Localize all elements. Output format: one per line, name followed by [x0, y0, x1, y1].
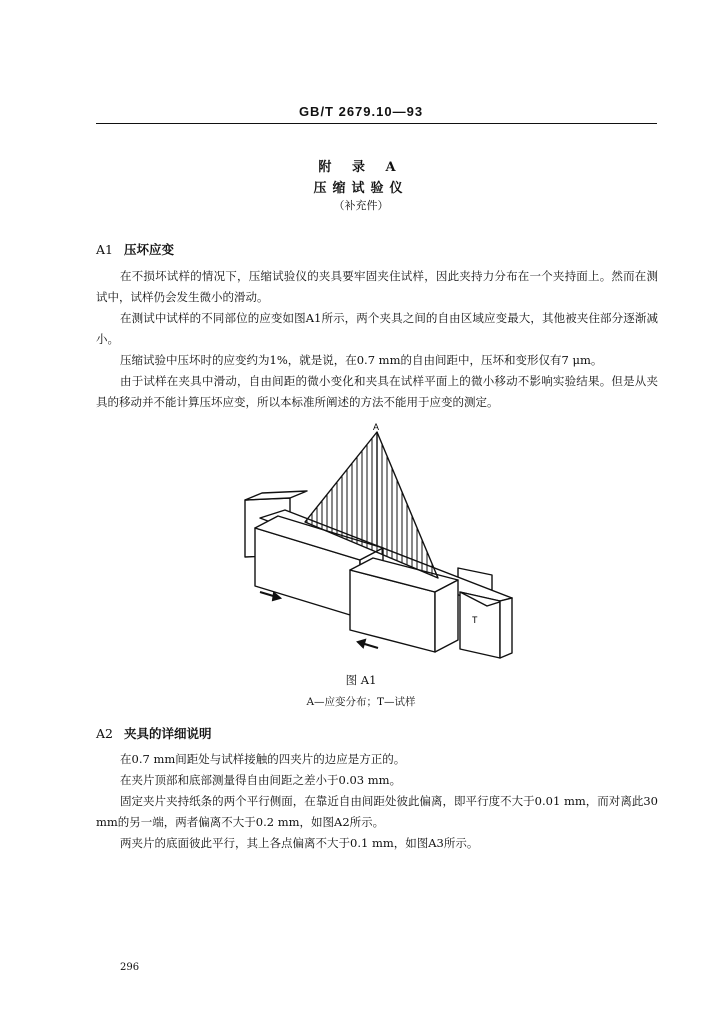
- paragraph: 两夹片的底面彼此平行，其上各点偏离不大于0.1 mm，如图A3所示。: [120, 836, 479, 850]
- paragraph: 压缩试验中压坏时的应变约为1%，就是说，在0.7 mm的自由间距中，压坏和变形仅有7 μm。: [120, 353, 603, 367]
- paragraph: 由于试样在夹具中滑动，自由间距的微小变化和夹具在试样平面上的微小移动不影响实验结果。但是从夹具的移动并不能计算压坏应变，所以本标准所阐述的方法不能用于应变的测定。: [96, 374, 658, 409]
- figure-a1-diagram: [230, 420, 530, 665]
- annex-note: （补充件）: [333, 199, 389, 212]
- annex-label: 附 录 A: [318, 160, 404, 175]
- section-number: A1: [96, 242, 113, 257]
- header-rule: [96, 123, 657, 124]
- paragraph: 在不损坏试样的情况下，压缩试验仪的夹具要牢固夹住试样，因此夹持力分布在一个夹持面上。然而在测试中，试样仍会发生微小的滑动。: [96, 269, 658, 304]
- annex-title: 压缩试验仪: [313, 181, 409, 196]
- figure-legend: A—应变分布；T—试样: [306, 696, 416, 708]
- section-a2-heading: [96, 724, 212, 742]
- paragraph: 在测试中试样的不同部位的应变如图A1所示，两个夹具之间的自由区域应变最大，其他被夹住部分逐渐减小。: [96, 311, 658, 346]
- figure-caption: 图 A1: [345, 673, 377, 687]
- section-title: 夹具的详细说明: [124, 726, 212, 741]
- section-a1-heading: [96, 240, 174, 258]
- standard-header: GB/T 2679.10—93: [298, 104, 424, 119]
- arrow-right-icon: [358, 640, 378, 648]
- section-number: A2: [96, 726, 113, 741]
- paragraph: 在夹片顶部和底部测量得自由间距之差小于0.03 mm。: [120, 773, 402, 787]
- paragraph: 在0.7 mm间距处与试样接触的四夹片的边应是方正的。: [120, 752, 406, 766]
- page-number: 296: [120, 962, 140, 973]
- section-title: 压坏应变: [124, 242, 175, 257]
- figure-label-t: T: [472, 615, 478, 625]
- figure-label-a: A: [373, 422, 380, 432]
- paragraph: 固定夹片夹持纸条的两个平行侧面，在靠近自由间距处彼此偏离，即平行度不大于0.01 mm，而对离此30 mm的另一端，两者偏离不大于0.2 mm，如图A2所示。: [96, 794, 658, 829]
